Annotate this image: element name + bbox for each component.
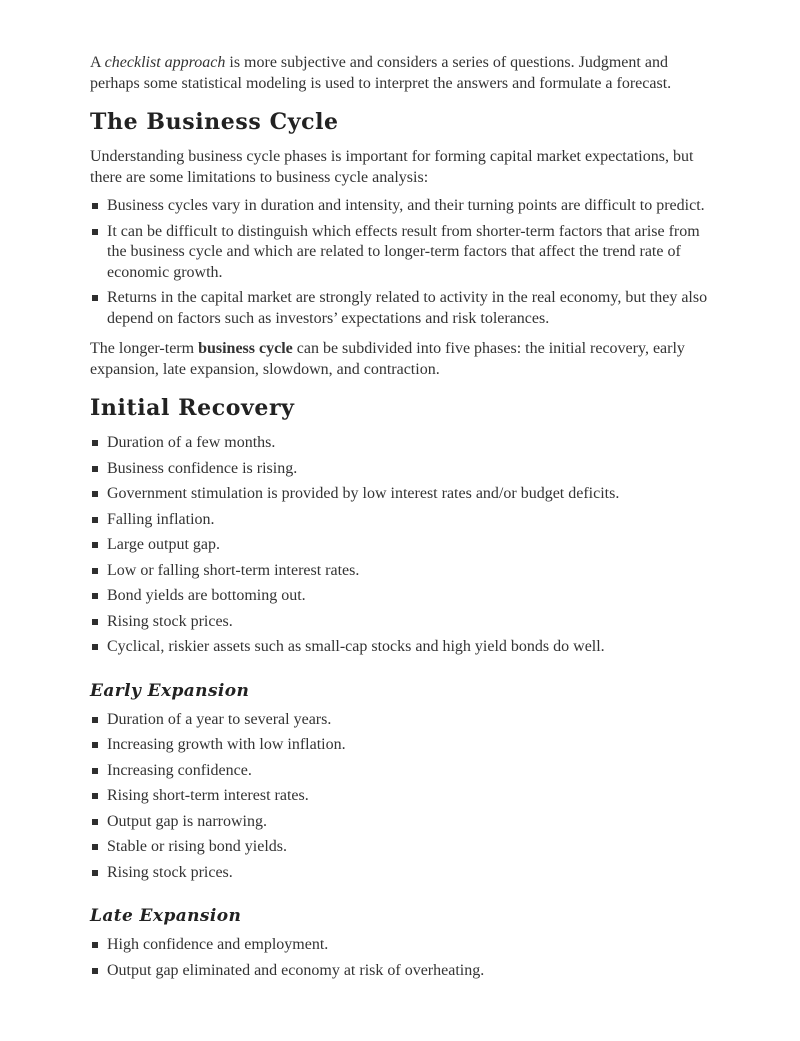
bullet-square-icon bbox=[92, 542, 98, 548]
bullet-square-icon bbox=[92, 466, 98, 472]
list-item bbox=[90, 433, 712, 454]
list-item-text: Increasing confidence. bbox=[107, 761, 252, 779]
list-item-text: Bond yields are bottoming out. bbox=[107, 587, 306, 604]
bullet-square-icon bbox=[92, 844, 98, 850]
bullet-square-icon bbox=[92, 517, 98, 523]
heading-business-cycle: The Business Cycle bbox=[90, 109, 339, 135]
list-item bbox=[90, 196, 712, 217]
phases-text-after: can be subdivided into five phases: the initial recovery, early expansion, late expansion, slowdown, and contraction. bbox=[90, 340, 685, 378]
list-item bbox=[90, 761, 712, 782]
list-item-text: Government stimulation is provided by low interest rates and/or budget deficits. bbox=[107, 485, 620, 502]
list-item-text: Business cycles vary in duration and intensity, and their turning points are difficult to predict. bbox=[107, 197, 705, 214]
bullet-square-icon bbox=[92, 568, 98, 574]
bullet-square-icon bbox=[92, 768, 98, 774]
bullet-square-icon bbox=[92, 440, 98, 446]
initial-recovery-list bbox=[90, 433, 712, 658]
list-item bbox=[90, 935, 712, 956]
early-expansion-list bbox=[90, 710, 712, 884]
bullet-square-icon bbox=[92, 968, 98, 974]
bullet-square-icon bbox=[92, 229, 98, 235]
bullet-square-icon bbox=[92, 619, 98, 625]
business-cycle-intro-paragraph: Understanding business cycle phases is important for forming capital market expectations, but there are some limitations to business cycle analysis: bbox=[90, 148, 694, 186]
bullet-square-icon bbox=[92, 717, 98, 723]
list-item bbox=[90, 637, 712, 658]
list-item-text: Rising stock prices. bbox=[107, 863, 233, 881]
bullet-square-icon bbox=[92, 942, 98, 948]
bullet-square-icon bbox=[92, 644, 98, 650]
list-item-text: Duration of a few months. bbox=[107, 434, 276, 451]
bullet-square-icon bbox=[92, 742, 98, 748]
intro-text-after: is more subjective and considers a series of questions. Judgment and perhaps some statistical modeling is used to interpret the answers and formulate a forecast. bbox=[90, 54, 672, 92]
list-item-text: Rising short-term interest rates. bbox=[107, 787, 309, 804]
list-item bbox=[90, 735, 712, 756]
list-item-text: Business confidence is rising. bbox=[107, 459, 298, 477]
heading-late-expansion: Late Expansion bbox=[90, 906, 242, 926]
bullet-square-icon bbox=[92, 295, 98, 301]
list-item bbox=[90, 710, 712, 731]
list-item-text: Returns in the capital market are strongly related to activity in the real economy, but they also depend on factors such as investors’ expectations and risk tolerances. bbox=[107, 289, 708, 327]
list-item bbox=[90, 863, 712, 884]
bullet-square-icon bbox=[92, 870, 98, 876]
phases-bold-term: business cycle bbox=[198, 340, 293, 357]
heading-initial-recovery: Initial Recovery bbox=[90, 395, 295, 421]
heading-early-expansion: Early Expansion bbox=[90, 680, 250, 701]
list-item bbox=[90, 612, 712, 633]
phases-paragraph bbox=[90, 339, 712, 380]
intro-italic-term: checklist approach bbox=[104, 54, 226, 71]
late-expansion-list bbox=[90, 935, 712, 981]
bullet-square-icon bbox=[92, 819, 98, 825]
list-item-text: Falling inflation. bbox=[107, 510, 215, 528]
list-item-text: Increasing growth with low inflation. bbox=[107, 736, 346, 753]
list-item-text: Rising stock prices. bbox=[107, 612, 233, 630]
list-item-text: Large output gap. bbox=[107, 536, 221, 553]
list-item bbox=[90, 222, 712, 284]
bullet-square-icon bbox=[92, 793, 98, 799]
list-item-text: Low or falling short-term interest rates. bbox=[107, 561, 360, 579]
list-item-text: Output gap is narrowing. bbox=[107, 812, 267, 830]
list-item bbox=[90, 484, 712, 505]
intro-paragraph bbox=[90, 53, 712, 94]
list-item bbox=[90, 812, 712, 833]
list-item bbox=[90, 288, 712, 329]
list-item bbox=[90, 786, 712, 807]
list-item bbox=[90, 459, 712, 480]
intro-text-before: A bbox=[90, 54, 105, 71]
list-item-text: It can be difficult to distinguish which effects result from shorter-term factors that arise from the business cycle and which are related to longer-term factors that affect the trend rate of economic growth. bbox=[107, 222, 700, 281]
list-item bbox=[90, 561, 712, 582]
list-item-text: Cyclical, riskier assets such as small-cap stocks and high yield bonds do well. bbox=[107, 638, 605, 655]
list-item bbox=[90, 837, 712, 858]
list-item bbox=[90, 510, 712, 531]
phases-text-before: The longer-term bbox=[90, 340, 199, 357]
list-item-text: Duration of a year to several years. bbox=[107, 710, 332, 728]
list-item-text: Output gap eliminated and economy at risk of overheating. bbox=[107, 961, 485, 979]
bullet-square-icon bbox=[92, 203, 98, 209]
bullet-square-icon bbox=[92, 491, 98, 497]
list-item bbox=[90, 586, 712, 607]
business-cycle-limitations-list bbox=[90, 196, 712, 329]
list-item-text: Stable or rising bond yields. bbox=[107, 838, 287, 855]
list-item bbox=[90, 535, 712, 556]
bullet-square-icon bbox=[92, 593, 98, 599]
list-item-text: High confidence and employment. bbox=[107, 936, 329, 953]
list-item bbox=[90, 961, 712, 982]
